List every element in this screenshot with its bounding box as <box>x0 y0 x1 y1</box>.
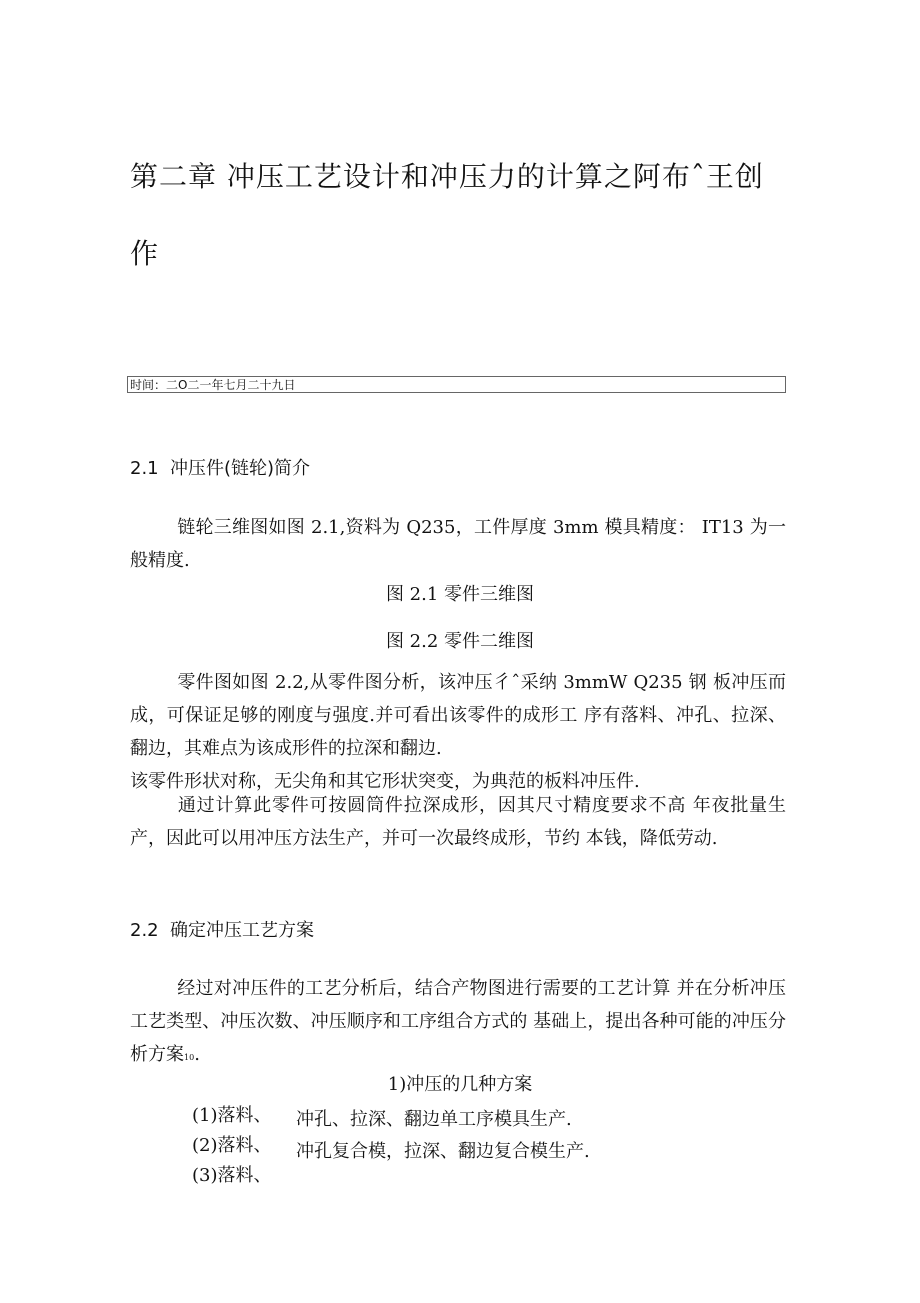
paragraph-text: 链轮三维图如图 2.1,资料为 Q235，工件厚度 3mm 模具精度： IT13 为一般精度. <box>130 517 786 571</box>
paragraph-text: 经过对冲压件的工艺分析后，结合产物图进行需要的工艺计算 并在分析冲压工艺类型、冲压次数、冲压顺序和工序组合方式的 基础上，提出各种可能的冲压分析方案 <box>130 978 786 1065</box>
figure-caption-2-2: 图 2.2 零件二维图 <box>385 631 535 652</box>
section-number: 2.2 <box>130 920 159 941</box>
section-title: 冲压件(链轮)简介 <box>170 458 311 479</box>
paragraph-end: . <box>194 1044 200 1065</box>
list-item-text: 冲孔复合模，拉深、翻边复合模生产. <box>296 1141 590 1162</box>
list-item-number: (2)落料、 <box>192 1135 272 1156</box>
paragraph <box>130 789 786 855</box>
section-heading-2-2 <box>130 916 314 942</box>
chapter-title-line2: 作 <box>130 237 160 270</box>
section-title: 确定冲压工艺方案 <box>170 920 314 941</box>
list-item-number: (3)落料、 <box>192 1165 272 1186</box>
list-item-text: 冲孔、拉深、翻边单工序模具生产. <box>296 1109 572 1130</box>
figure-caption-2-1: 图 2.1 零件三维图 <box>385 584 535 605</box>
paragraph-text: 零件图如图 2.2,从零件图分析，该冲压彳ˆ采纳 3mmW Q235 钢 板冲压而成，可保证足够的刚度与强度.并可看出该零件的成形工 序有落料、冲孔、拉深、翻边，其难点为该成形件的拉深和翻边. <box>130 672 786 759</box>
paragraph <box>130 972 786 1074</box>
paragraph <box>130 666 786 765</box>
section-number: 2.1 <box>130 458 159 479</box>
paragraph <box>130 511 786 577</box>
paragraph-text: 通过计算此零件可按圆筒件拉深成形，因其尺寸精度要求不高 年夜批量生产，因此可以用冲压方法生产，并可一次最终成形，节约 本钱，降低劳动. <box>130 795 786 849</box>
list-item-number: (1)落料、 <box>192 1105 272 1126</box>
citation-ref: 10 <box>184 1053 195 1062</box>
section-heading-2-1 <box>130 454 310 480</box>
paragraph-text: 该零件形状对称，无尖角和其它形状突变，为典范的板料冲压件. <box>130 771 640 792</box>
chapter-title-line1: 第二章 冲压工艺设计和冲压力的计算之阿布ˆ王创 <box>130 160 764 193</box>
subheading: 1)冲压的几种方案 <box>387 1074 533 1095</box>
date-line: 时间：二O二一年七月二十九日 <box>127 376 786 393</box>
